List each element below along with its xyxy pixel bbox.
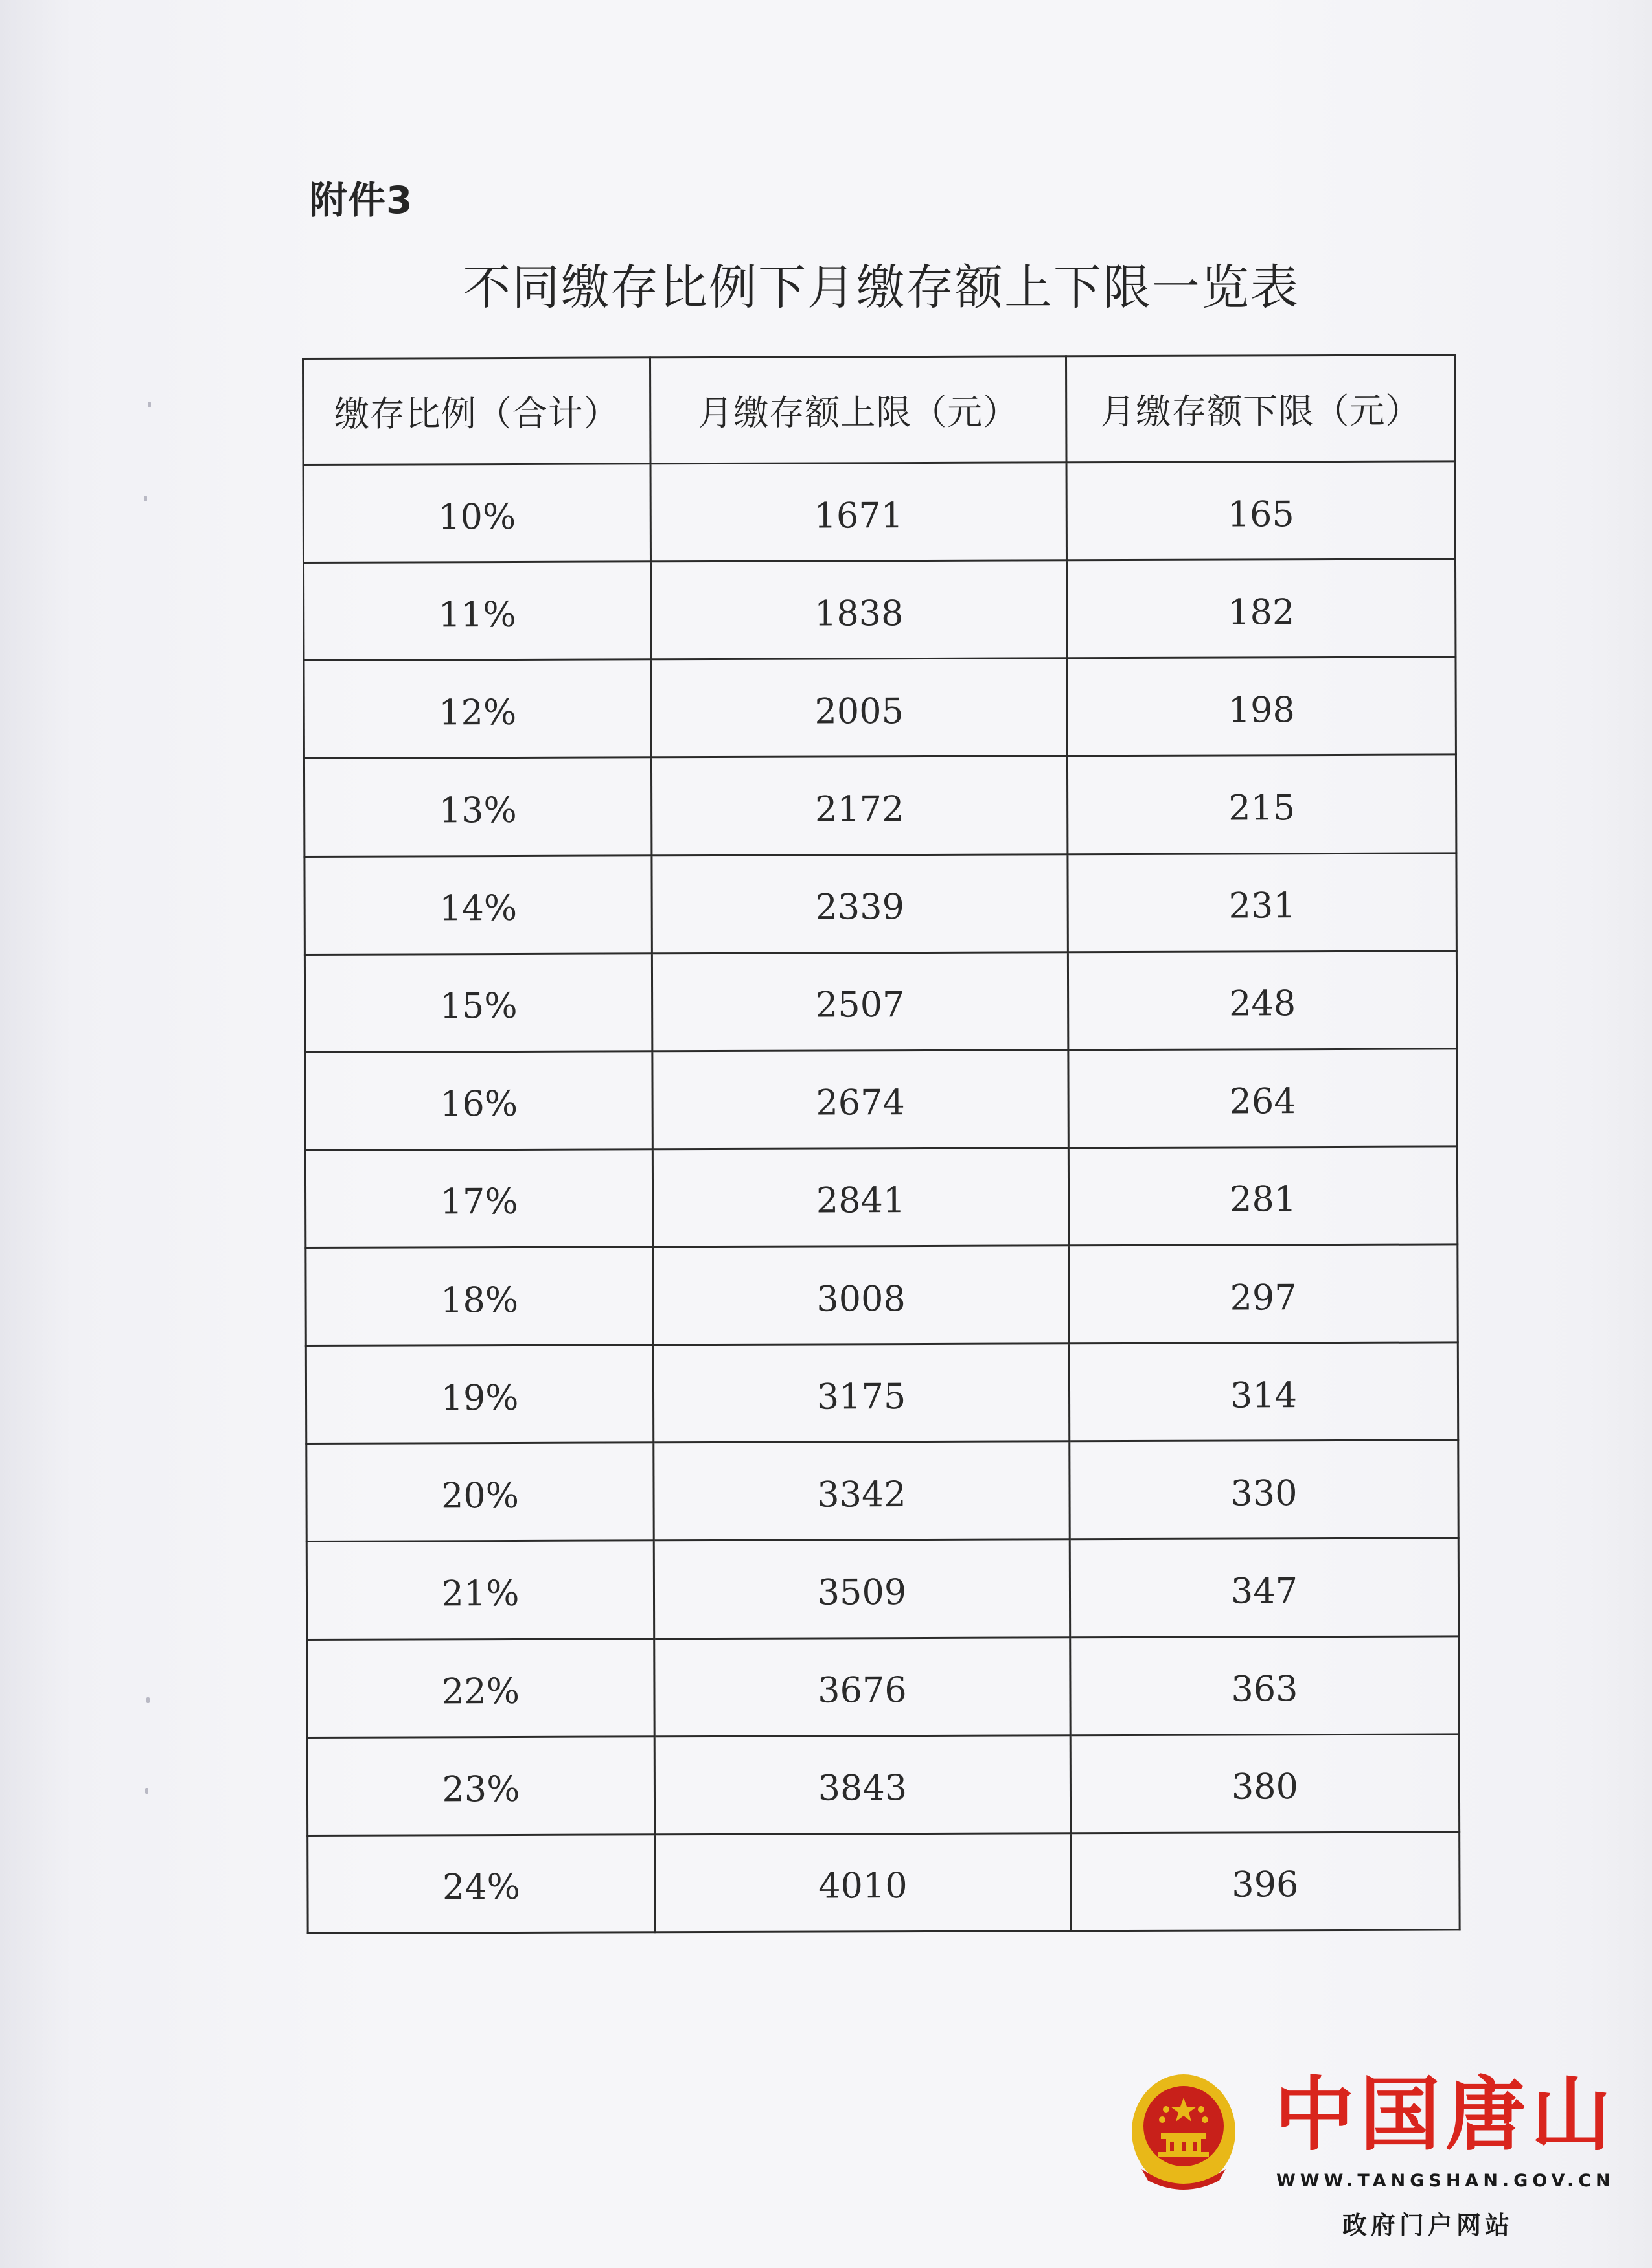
- table-row: [308, 1832, 1460, 1934]
- upper-limit-cell: 2841: [652, 1148, 1068, 1247]
- contribution-limits-table: [302, 354, 1461, 1934]
- upper-limit-cell: 3175: [653, 1344, 1069, 1443]
- lower-limit-cell: 182: [1066, 559, 1455, 658]
- ratio-cell: 11%: [303, 562, 650, 661]
- table-row: [303, 559, 1455, 661]
- table-row: [304, 951, 1456, 1053]
- table-row: [307, 1636, 1459, 1737]
- brand-title: 中国唐山: [1274, 2068, 1617, 2162]
- lower-limit-cell: 248: [1068, 951, 1456, 1050]
- lower-limit-cell: 297: [1069, 1244, 1458, 1344]
- scan-speck: [144, 496, 147, 501]
- ratio-cell: 10%: [303, 464, 650, 563]
- ratio-cell: 17%: [305, 1149, 652, 1248]
- scan-speck: [148, 402, 151, 407]
- ratio-cell: 18%: [306, 1247, 653, 1346]
- lower-limit-cell: 215: [1067, 755, 1456, 854]
- table-row: [306, 1342, 1458, 1444]
- table-row: [304, 657, 1456, 759]
- ratio-cell: 12%: [304, 659, 651, 759]
- table-row: [305, 1147, 1457, 1248]
- table-row: [306, 1440, 1458, 1542]
- document-title: 不同缴存比例下月缴存额上下限一览表: [463, 260, 1300, 315]
- contribution-limits-table-wrapper: [302, 354, 1459, 1934]
- ratio-cell: 20%: [306, 1443, 654, 1542]
- lower-limit-cell: 314: [1069, 1342, 1458, 1441]
- table-row: [305, 1049, 1457, 1151]
- ratio-cell: 14%: [304, 855, 652, 954]
- national-emblem-icon: [1129, 2072, 1239, 2195]
- upper-limit-cell: 2507: [652, 952, 1068, 1051]
- upper-limit-cell: 4010: [655, 1833, 1071, 1932]
- upper-limit-cell: 1838: [650, 560, 1066, 659]
- scan-speck: [145, 1788, 148, 1794]
- table-row: [303, 461, 1455, 563]
- header-monthly-upper-limit: 月缴存额上限（元）: [650, 356, 1067, 464]
- ratio-cell: 15%: [304, 953, 652, 1052]
- upper-limit-cell: 2172: [651, 756, 1067, 855]
- lower-limit-cell: 347: [1070, 1538, 1458, 1637]
- table-row: [307, 1734, 1459, 1836]
- lower-limit-cell: 363: [1070, 1636, 1459, 1735]
- upper-limit-cell: 3342: [654, 1441, 1070, 1541]
- lower-limit-cell: 380: [1070, 1734, 1459, 1833]
- lower-limit-cell: 281: [1068, 1147, 1457, 1246]
- upper-limit-cell: 3843: [654, 1735, 1070, 1834]
- brand-url: WWW.TANGSHAN.GOV.CN: [1276, 2171, 1615, 2191]
- ratio-cell: 13%: [304, 757, 651, 856]
- upper-limit-cell: 3676: [654, 1637, 1070, 1736]
- upper-limit-cell: 1671: [650, 463, 1066, 562]
- tangshan-portal-logo: [1129, 2068, 1617, 2247]
- lower-limit-cell: 264: [1068, 1049, 1457, 1148]
- lower-limit-cell: 330: [1070, 1440, 1458, 1539]
- table-row: [304, 853, 1456, 954]
- lower-limit-cell: 396: [1071, 1832, 1460, 1931]
- upper-limit-cell: 2674: [652, 1050, 1068, 1149]
- ratio-cell: 21%: [306, 1541, 654, 1640]
- upper-limit-cell: 3008: [653, 1246, 1069, 1345]
- upper-limit-cell: 2005: [651, 658, 1067, 757]
- ratio-cell: 24%: [308, 1835, 655, 1934]
- lower-limit-cell: 165: [1066, 461, 1455, 560]
- brand-subtitle: 政府门户网站: [1342, 2211, 1514, 2239]
- ratio-cell: 22%: [307, 1638, 654, 1737]
- lower-limit-cell: 198: [1067, 657, 1456, 756]
- table-row: [304, 755, 1456, 856]
- upper-limit-cell: 3509: [654, 1539, 1070, 1638]
- table-header-row: [303, 355, 1456, 465]
- ratio-cell: 19%: [306, 1345, 653, 1444]
- header-monthly-lower-limit: 月缴存额下限（元）: [1066, 355, 1455, 463]
- upper-limit-cell: 2339: [652, 854, 1068, 953]
- table-row: [306, 1538, 1458, 1640]
- attachment-label: 附件3: [310, 178, 413, 222]
- table-row: [306, 1244, 1458, 1346]
- scan-speck: [146, 1697, 150, 1703]
- header-contribution-ratio: 缴存比例（合计）: [303, 358, 651, 465]
- ratio-cell: 16%: [305, 1051, 652, 1151]
- lower-limit-cell: 231: [1068, 853, 1456, 952]
- ratio-cell: 23%: [307, 1736, 654, 1835]
